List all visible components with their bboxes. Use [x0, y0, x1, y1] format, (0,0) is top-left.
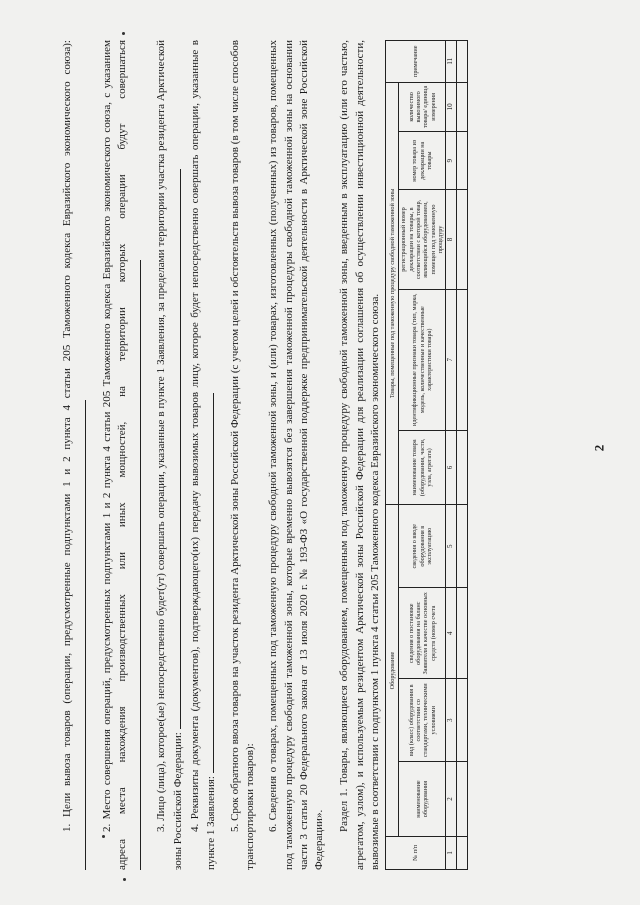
rotated-sheet [60, 40, 580, 870]
section-1-heading: Раздел 1. Товары, являющиеся оборудованием, помещенным под таможенную процедуру свободной таможенной зоны, введенным в эксплуатацию (или его частью, агрегатом, узлом), и используемым резидентом Арктической зоны Российской Федерации для реализации соглашения об осуществлении инвестиционной деятельности, вывозимые в соответствии с подпунктом 1 пункта 4 статьи 205 Таможенного кодекса Евразийского экономического союза. [338, 40, 382, 870]
column-number: 3 [446, 679, 457, 762]
page-number: 2 [591, 444, 607, 452]
goods-table [385, 40, 468, 870]
col-header: идентификационные признаки товара (тип, марка, модель, количественные и качественные характеристики товара) [399, 289, 446, 430]
scan-speck [123, 878, 126, 881]
fill-line [203, 393, 214, 773]
column-number: 6 [446, 430, 457, 505]
scan-speck [122, 32, 125, 35]
fill-line [130, 260, 141, 870]
column-number: 8 [446, 190, 457, 289]
column-number: 5 [446, 505, 457, 588]
column-number: 10 [446, 82, 457, 132]
fill-line [75, 400, 86, 870]
col-header: номер товара из декларации на товары [399, 132, 446, 190]
paragraph-4: 4. Реквизиты документа (документов), подтверждающего(их) передачу вывозимых товаров лицу, которое будет непосредственно совершать операции, указанные в пункте 1 Заявления: [189, 40, 218, 870]
column-number: 11 [446, 41, 457, 83]
paragraph-6: 6. Сведения о товарах, помещенных под таможенную процедуру свободной таможенной зоны, и (или) товарах, изготовленных (полученных) из товаров, помещенных под таможенную процедуру свободной таможенной зоны, которые временно вывозятся без завершения таможенной процедуры свободной таможенной зоны на основании части 3 статьи 20 Федерального закона от 13 июля 2020 г. № 193-ФЗ «О государственной поддержке предпринимательской деятельности в Арктической зоне Российской Федерации». [267, 40, 326, 870]
group-header-goods: Товары, помещенные под таможенную процедуру свободной таможенной зоны [386, 82, 399, 505]
col-header: сведения о постановке оборудования на баланс Заявителя в качестве основных средств (номер счета [399, 588, 446, 679]
paragraph-5: 5. Срок обратного ввоза товаров на участок резидента Арктической зоны Российской Федерации (с учетом целей и обстоятельств вывоза товаров (в том числе способов транспортировки товаров): [228, 40, 256, 870]
col-header: регистрационный номер декларации на товары, в соответствии с которой товар, являющийся оборудованием, помещен под таможенную процедуру [399, 190, 446, 289]
col-header: наименование товара (оборудования, части, узла, агрегата) [399, 430, 446, 505]
col-header: количество вывозимого товара/ единица измерения [399, 82, 446, 132]
paragraph-2: 2. Место совершения операций, предусмотренных подпунктами 1 и 2 пункта 4 статьи 205 Таможенного кодекса Евразийского экономического союза, с указанием адреса места нахождения производственных или иных мощностей, на территории которых операции будут совершаться [100, 40, 147, 870]
col-header: сведения о вводе оборудования в эксплуатацию [399, 505, 446, 588]
fill-line [170, 169, 181, 729]
group-header-equipment: Оборудование [386, 505, 399, 837]
table-row [457, 41, 468, 870]
column-number: 7 [446, 289, 457, 430]
paragraph-1: 1. Цели вывоза товаров (операции, предусмотренные подпунктами 1 и 2 пункта 4 статьи 205 Таможенного кодекса Евразийского экономического союза): [60, 40, 92, 870]
column-number: 2 [446, 762, 457, 837]
col-header-number: № п/п [386, 836, 446, 869]
paragraph-3: 3. Лицо (лица), которое(ые) непосредственно будет(ут) совершать операции, указанные в пункте 1 Заявления, за пределами территории участка резидента Арктической зоны Российской Федерации: [155, 40, 184, 870]
col-header: вид (класс) оборудования в соответствии со стандартами, техническими условиями [399, 679, 446, 762]
column-number: 9 [446, 132, 457, 190]
col-header-note: примечание [386, 41, 446, 83]
column-number: 4 [446, 588, 457, 679]
column-number: 1 [446, 836, 457, 869]
col-header: наименование оборудования [399, 762, 446, 837]
